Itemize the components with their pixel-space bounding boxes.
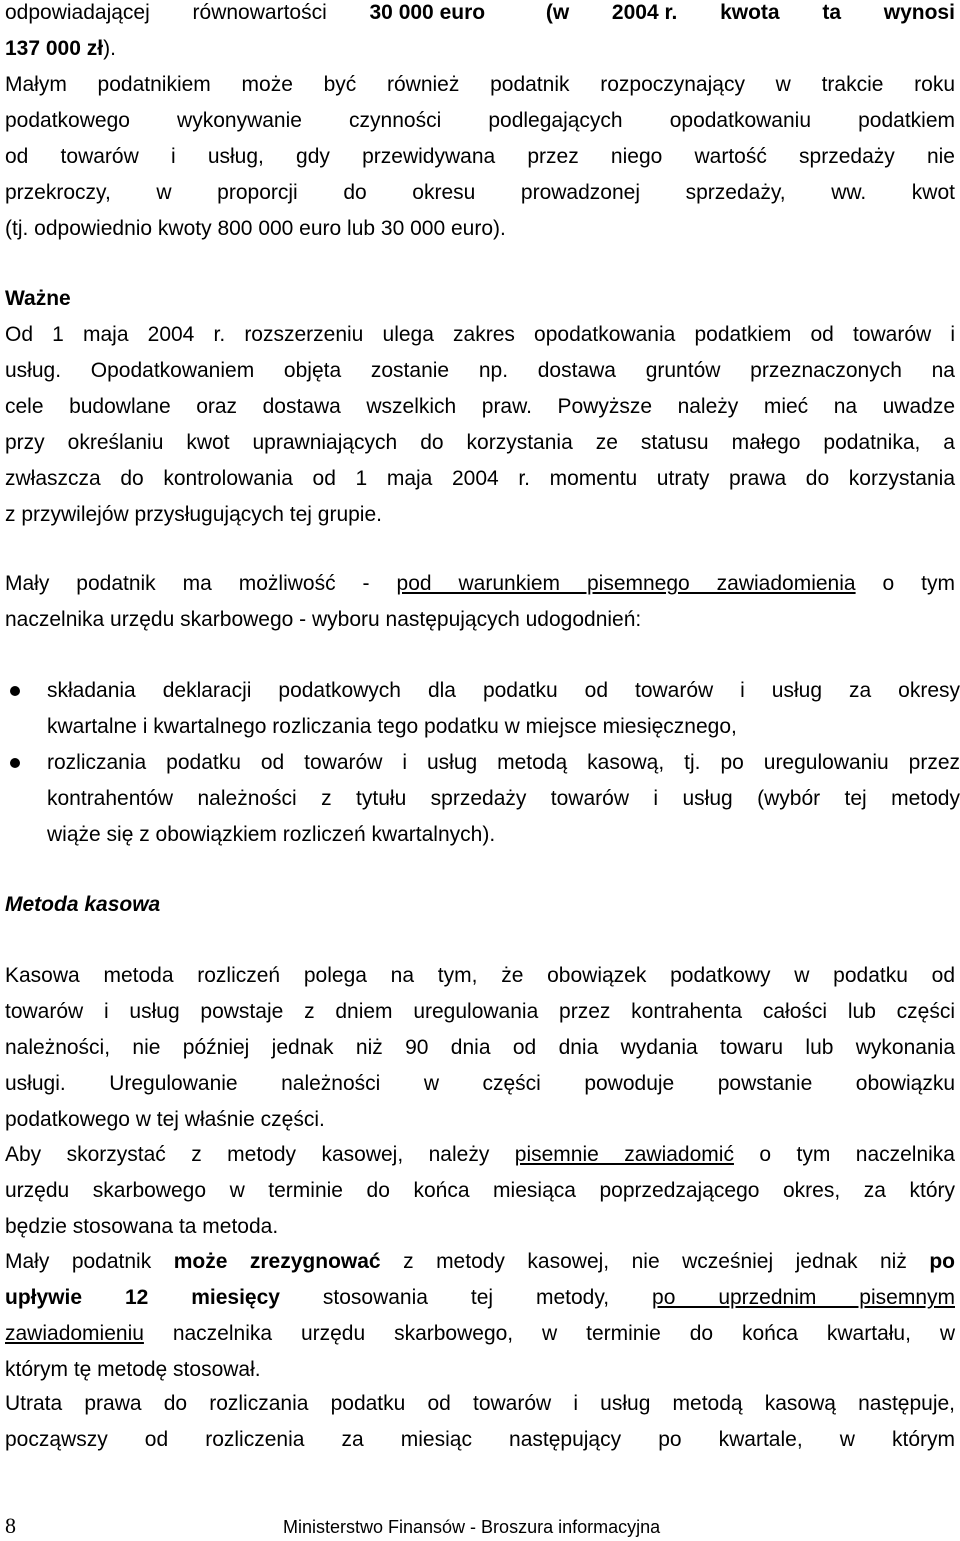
underlined-text: pisemnie zawiadomić	[514, 1143, 734, 1166]
text-fragment: (w	[545, 1, 570, 24]
footer-publisher: Ministerstwo Finansów - Broszura informacyjna	[283, 1517, 661, 1537]
text-line: będzie stosowana ta metoda.	[5, 1215, 279, 1238]
text-line: Utrata prawa do rozliczania podatku od towarów i usług metodą kasową następuje,	[5, 1392, 955, 1415]
text-line: naczelnika urzędu skarbowego - wyboru następujących udogodnień:	[5, 608, 642, 631]
text-line: rozliczania podatku od towarów i usług metodą kasową, tj. po uregulowaniu przez	[47, 751, 960, 774]
text-fragment: Mały podatnik	[5, 1250, 174, 1273]
text-line: wiąże się z obowiązkiem rozliczeń kwartalnych).	[47, 823, 496, 846]
text-line: podatkowego w tej właśnie części.	[5, 1108, 325, 1131]
text-line: należności, nie później jednak niż 90 dnia od dnia wydania towaru lub wykonania	[5, 1036, 955, 1059]
bold-text: po	[929, 1250, 955, 1273]
text-fragment: 30 000 euro	[369, 1, 486, 24]
text-line	[5, 1280, 955, 1316]
text-line	[5, 31, 955, 67]
text-fragment: o tym naczelnika	[733, 1143, 955, 1166]
text-fragment: 2004 r.	[611, 1, 678, 24]
text-fragment: 137 000 zł	[5, 37, 104, 60]
text-line: cele budowlane oraz dostawa wszelkich praw. Powyższe należy mieć na uwadze	[5, 395, 955, 418]
bold-text: może zrezygnować	[173, 1250, 381, 1273]
text-line: kontrahentów należności z tytułu sprzedaży towarów i usług (wybór tej metody	[47, 787, 960, 810]
text-line: zwłaszcza do kontrolowania od 1 maja 2004 r. momentu utraty prawa do korzystania	[5, 467, 955, 490]
underlined-text: pod warunkiem pisemnego zawiadomienia	[396, 572, 856, 595]
bold-text: upływie 12 miesięcy	[5, 1286, 280, 1309]
text-line: podatkowego wykonywanie czynności podlegających opodatkowaniu podatkiem	[5, 109, 955, 132]
bullet-icon	[10, 758, 20, 768]
text-fragment: stosowania tej metody,	[279, 1286, 653, 1309]
text-line	[5, 0, 955, 31]
section-heading: Metoda kasowa	[5, 893, 161, 916]
text-line: przy określaniu kwot uprawniających do korzystania ze statusu małego podatnika, a	[5, 431, 955, 454]
page-number: 8	[5, 1513, 16, 1538]
underlined-text: zawiadomieniu	[5, 1322, 144, 1345]
bullet-icon	[10, 686, 20, 696]
text-line: przekroczy, w proporcji do okresu prowadzonej sprzedaży, ww. kwot	[5, 181, 955, 204]
text-line: towarów i usług powstaje z dniem uregulowania przez kontrahenta całości lub części	[5, 1000, 955, 1023]
text-line: składania deklaracji podatkowych dla podatku od towarów i usług za okresy	[47, 679, 960, 702]
text-line: Od 1 maja 2004 r. rozszerzeniu ulega zakres opodatkowania podatkiem od towarów i	[5, 323, 955, 346]
text-line: kwartalne i kwartalnego rozliczania tego podatku w miejsce miesięcznego,	[47, 715, 737, 738]
text-fragment: kwota	[720, 1, 780, 24]
text-fragment: odpowiadającej	[5, 1, 150, 24]
text-fragment: z metody kasowej, nie wcześniej jednak niż	[380, 1250, 930, 1273]
text-line	[5, 1244, 955, 1280]
footer-divider	[5, 1503, 955, 1504]
text-fragment: wynosi	[883, 1, 955, 24]
text-line	[5, 1316, 955, 1352]
text-line: usług. Opodatkowaniem objęta zostanie np. dostawa gruntów przeznaczonych na	[5, 359, 955, 382]
text-fragment: Mały podatnik ma możliwość -	[5, 572, 397, 595]
underlined-text: po uprzednim pisemnym	[652, 1286, 955, 1309]
text-fragment: naczelnika urzędu skarbowego, w terminie do końca kwartału, w	[143, 1322, 955, 1345]
section-heading: Ważne	[5, 287, 71, 310]
text-line: Kasowa metoda rozliczeń polega na tym, że obowiązek podatkowy w podatku od	[5, 964, 955, 987]
text-line: którym tę metodę stosował.	[5, 1358, 261, 1381]
text-line: usługi. Uregulowanie należności w części powoduje powstanie obowiązku	[5, 1072, 955, 1095]
text-line: począwszy od rozliczenia za miesiąc następujący po kwartale, w którym	[5, 1428, 955, 1451]
text-line: urzędu skarbowego w terminie do końca miesiąca poprzedzającego okres, za który	[5, 1179, 955, 1202]
text-line	[5, 566, 955, 602]
text-line: (tj. odpowiednio kwoty 800 000 euro lub 30 000 euro).	[5, 217, 506, 240]
text-fragment: o tym	[855, 572, 956, 595]
text-fragment: ta	[822, 1, 842, 24]
text-fragment: równowartości	[192, 1, 327, 24]
text-line: z przywilejów przysługujących tej grupie.	[5, 503, 382, 526]
text-line	[5, 1137, 955, 1173]
text-fragment: ).	[103, 37, 116, 60]
text-fragment: Aby skorzystać z metody kasowej, należy	[5, 1143, 515, 1166]
text-line: od towarów i usług, gdy przewidywana przez niego wartość sprzedaży nie	[5, 145, 955, 168]
text-line: Małym podatnikiem może być również podatnik rozpoczynający w trakcie roku	[5, 73, 955, 96]
